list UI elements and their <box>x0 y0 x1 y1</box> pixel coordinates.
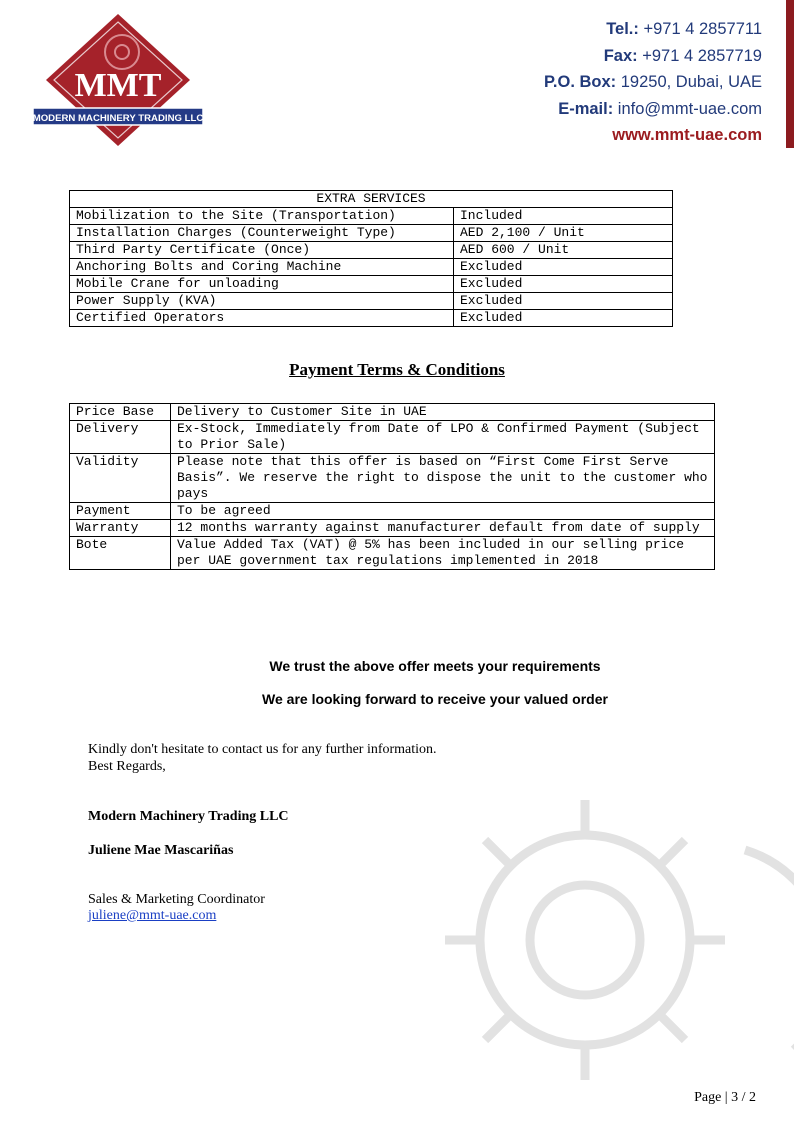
signatory-email-link[interactable]: juliene@mmt-uae.com <box>88 908 217 923</box>
trust-line: We trust the above offer meets your requirements <box>269 658 601 674</box>
logo-banner: MODERN MACHINERY TRADING LLC <box>32 113 204 124</box>
email-line: E-mail: info@mmt-uae.com <box>558 99 762 118</box>
company-name: Modern Machinery Trading LLC <box>88 809 289 824</box>
table-row: Bote Value Added Tax (VAT) @ 5% has been included in our selling price per UAE government tax regulations implemented in 2018 <box>70 537 715 570</box>
table-row: Installation Charges (Counterweight Type) AED 2,100 / Unit <box>70 225 673 242</box>
table-row: Validity Please note that this offer is based on “First Come First Serve Basis”. We reserve the right to dispose the unit to the customer who pays <box>70 454 715 503</box>
logo-text: MMT <box>74 67 162 104</box>
red-side-bar <box>786 0 794 148</box>
fax-line: Fax: +971 4 2857719 <box>603 46 762 65</box>
table-row: Anchoring Bolts and Coring Machine Excluded <box>70 259 673 276</box>
payment-terms-table <box>69 403 715 570</box>
table-row: Delivery Ex-Stock, Immediately from Date of LPO & Confirmed Payment (Subject to Prior Sale) <box>70 421 715 454</box>
page-number: Page | 3 / 2 <box>694 1090 756 1105</box>
website-link[interactable]: www.mmt-uae.com <box>612 126 762 144</box>
gear-watermark-icon <box>385 790 794 1090</box>
pobox-line: P.O. Box: 19250, Dubai, UAE <box>544 73 762 91</box>
table-row: Third Party Certificate (Once) AED 600 / Unit <box>70 242 673 259</box>
table-row: Warranty 12 months warranty against manufacturer default from date of supply <box>70 520 715 537</box>
tel-line: Tel.: +971 4 2857711 <box>606 20 762 38</box>
extra-services-title: EXTRA SERVICES <box>70 191 673 208</box>
table-row: Power Supply (KVA) Excluded <box>70 293 673 310</box>
signatory-title: Sales & Marketing Coordinator <box>88 892 265 907</box>
payment-terms-heading: Payment Terms & Conditions <box>289 360 505 379</box>
kindly-text: Kindly don't hesitate to contact us for any further information. <box>88 742 437 757</box>
regards-text: Best Regards, <box>88 759 166 774</box>
signatory-name: Juliene Mae Mascariñas <box>88 843 234 858</box>
extra-services-table <box>69 190 673 327</box>
table-row: Payment To be agreed <box>70 503 715 520</box>
table-row: Mobile Crane for unloading Excluded <box>70 276 673 293</box>
table-row: Price Base Delivery to Customer Site in UAE <box>70 404 715 421</box>
table-row: Mobilization to the Site (Transportation) Included <box>70 208 673 225</box>
forward-line: We are looking forward to receive your valued order <box>262 691 608 707</box>
table-row: Certified Operators Excluded <box>70 310 673 327</box>
contact-block <box>544 16 762 149</box>
company-logo <box>30 12 205 150</box>
